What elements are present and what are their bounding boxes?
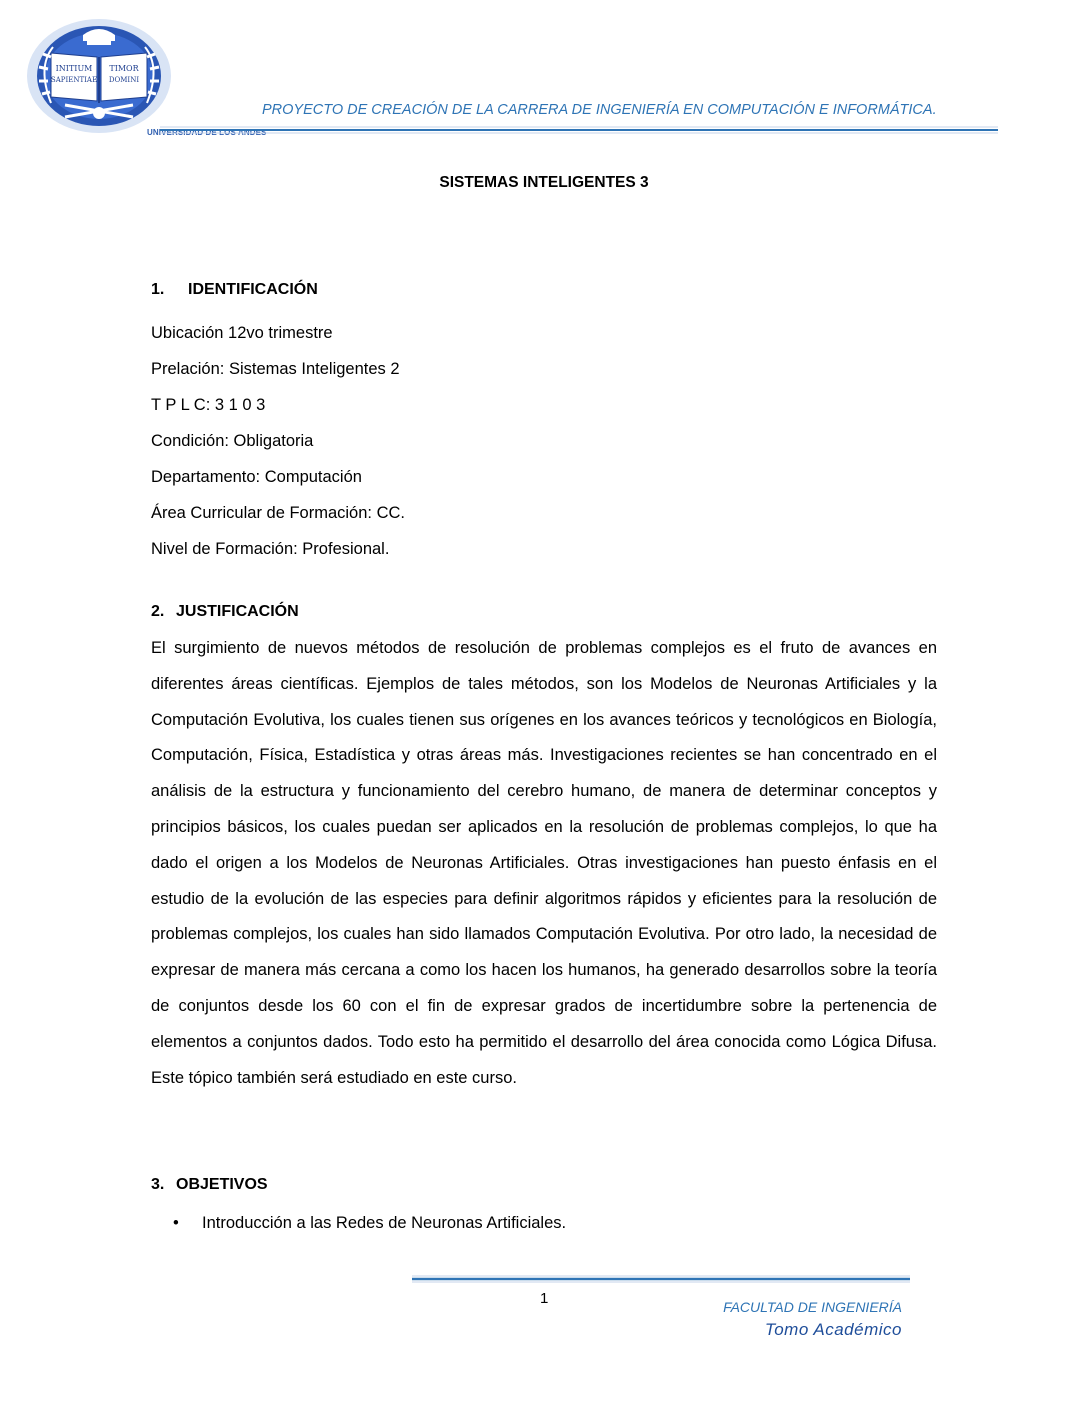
volume-title: Tomo Académico (764, 1320, 902, 1339)
university-seal-icon (25, 17, 173, 135)
logo-text-domini: DOMINI (108, 76, 140, 84)
logo-text-sapientiae: SAPIENTIAE (50, 76, 98, 84)
identification-item: Ubicación 12vo trimestre (151, 324, 333, 342)
project-title: PROYECTO DE CREACIÓN DE LA CARRERA DE INGENIERÍA EN COMPUTACIÓN E INFORMÁTICA. (262, 102, 937, 118)
objective-item (151, 1209, 566, 1237)
header-divider (160, 124, 998, 136)
section-heading-objetivos (151, 1176, 268, 1194)
identification-list (151, 315, 405, 567)
objectives-list (151, 1209, 566, 1237)
university-name: UNIVERSIDAD DE LOS ANDES (147, 128, 267, 137)
section-number: 1. (151, 281, 165, 298)
page-number: 1 (540, 1290, 549, 1307)
university-logo (25, 17, 173, 135)
logo-text-timor: TIMOR (109, 64, 139, 73)
logo-text-initium: INITIUM (55, 64, 93, 73)
identification-item: Departamento: Computación (151, 468, 362, 486)
section-number: 3. (151, 1176, 165, 1193)
document-title: SISTEMAS INTELIGENTES 3 (439, 174, 649, 191)
section-heading-identificacion (151, 281, 318, 299)
section-number: 2. (151, 603, 165, 620)
justification-paragraph: El surgimiento de nuevos métodos de resolución de problemas complejos es el fruto de avances en diferentes áreas científicas. Ejemplos de tales métodos, son los Modelos de Neuronas Artificiales y la Computación Evolutiva, los cuales tienen sus orígenes en los avances teóricos y tecnológicos en Biología, Computación, Física, Estadística y otras áreas más. Investigaciones recientes se han concentrado en el análisis de la estructura y funcionamiento del cerebro humano, de manera de determinar conceptos y principios básicos, los cuales puedan ser aplicados en la resolución de problemas complejos, lo que ha dado el origen a los Modelos de Neuronas Artificiales. Otras investigaciones han puesto énfasis en el estudio de la evolución de las especies para definir algoritmos rápidos y eficientes para la resolución de problemas complejos, los cuales han sido llamados Computación Evolutiva. Por otro lado, la necesidad de expresar de manera más cercana a como los hacen los humanos, ha generado desarrollos sobre la teoría de conjuntos desde los 60 con el fin de expresar grados de incertidumbre sobre la pertenencia de elementos a conjuntos dados. Todo esto ha permitido el desarrollo del área conocida como Lógica Difusa. Este tópico también será estudiado en este curso. (151, 639, 937, 1087)
footer-divider (412, 1274, 910, 1284)
section-title: OBJETIVOS (176, 1176, 268, 1193)
bullet-icon: • (173, 1214, 179, 1232)
identification-item: Condición: Obligatoria (151, 432, 314, 450)
identification-item: Área Curricular de Formación: CC. (151, 504, 405, 522)
identification-item: Prelación: Sistemas Inteligentes 2 (151, 360, 400, 378)
faculty-name: FACULTAD DE INGENIERÍA (723, 1299, 902, 1315)
section-title: IDENTIFICACIÓN (188, 281, 318, 298)
objective-text: Introducción a las Redes de Neuronas Artificiales. (202, 1214, 567, 1232)
identification-item: Nivel de Formación: Profesional. (151, 540, 390, 558)
section-title: JUSTIFICACIÓN (176, 603, 299, 620)
identification-item: T P L C: 3 1 0 3 (151, 396, 266, 414)
section-heading-justificacion (151, 603, 299, 621)
